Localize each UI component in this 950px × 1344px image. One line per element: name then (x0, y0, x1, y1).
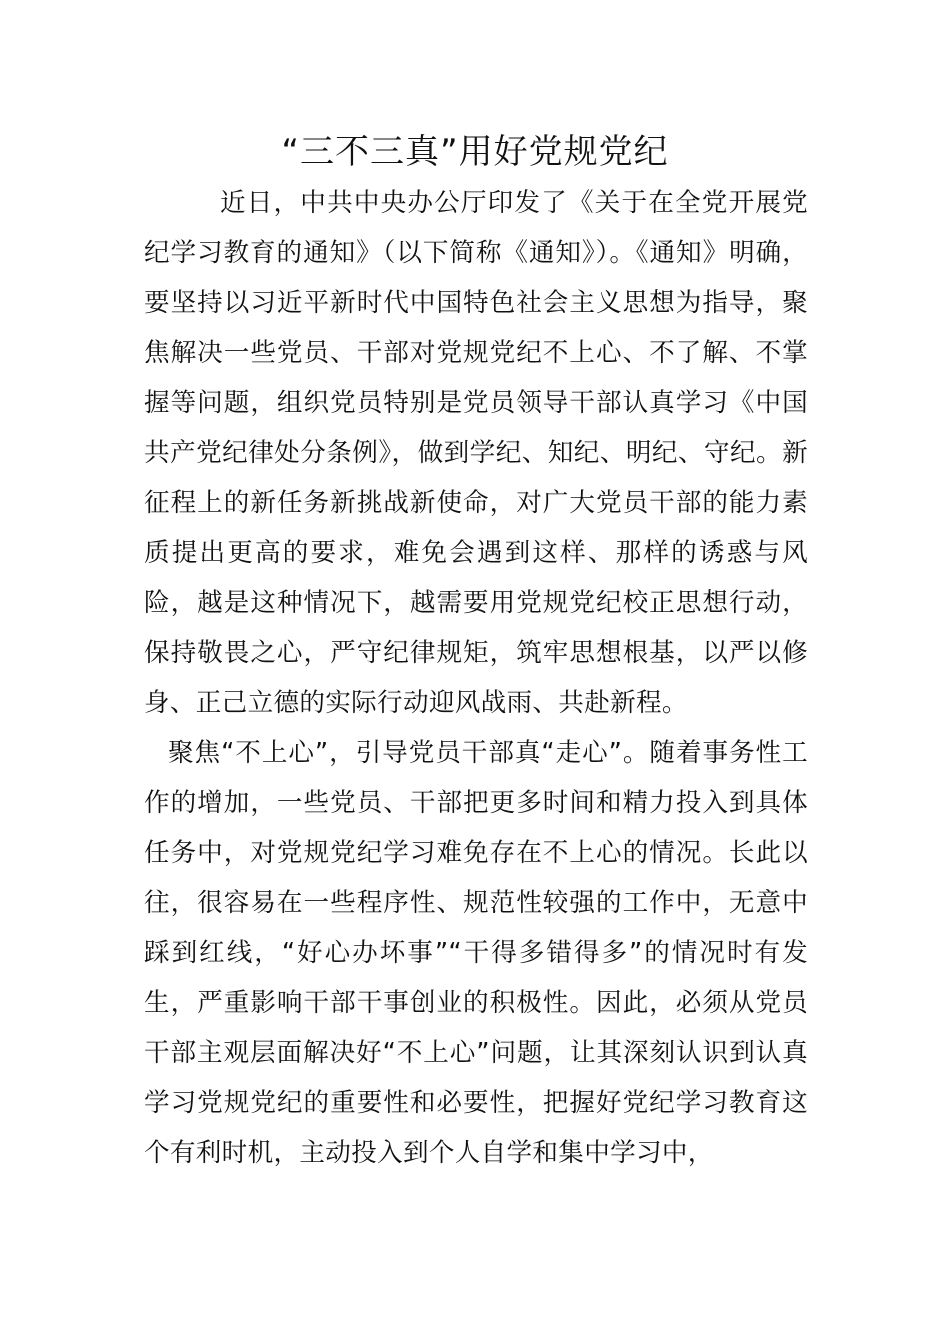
document-body (144, 178, 808, 1178)
paragraph-focus-not-attentive: 聚焦“不上心”，引导党员干部真“走心”。随着事务性工作的增加，一些党员、干部把更多时间和精力投入到具体任务中，对党规党纪学习难免存在不上心的情况。长此以往，很容易在一些程序性、规范性较强的工作中，无意中踩到红线，“好心办坏事”“干得多错得多”的情况时有发生，严重影响干部干事创业的积极性。因此，必须从党员干部主观层面解决好“不上心”问题，让其深刻认识到认真学习党规党纪的重要性和必要性，把握好党纪学习教育这个有利时机，主动投入到个人自学和集中学习中， (144, 738, 808, 1168)
paragraph-intro: 近日，中共中央办公厅印发了《关于在全党开展党纪学习教育的通知》（以下简称《通知》）。《通知》明确，要坚持以习近平新时代中国特色社会主义思想为指导，聚焦解决一些党员、干部对党规党纪不上心、不了解、不掌握等问题，组织党员特别是党员领导干部认真学习《中国共产党纪律处分条例》，做到学纪、知纪、明纪、守纪。新征程上的新任务新挑战新使命，对广大党员干部的能力素质提出更高的要求，难免会遇到这样、那样的诱惑与风险，越是这种情况下，越需要用党规党纪校正思想行动，保持敬畏之心，严守纪律规矩，筑牢思想根基，以严以修身、正己立德的实际行动迎风战雨、共赴新程。 (144, 188, 808, 718)
document-title: “三不三真”用好党规党纪 (281, 132, 669, 172)
